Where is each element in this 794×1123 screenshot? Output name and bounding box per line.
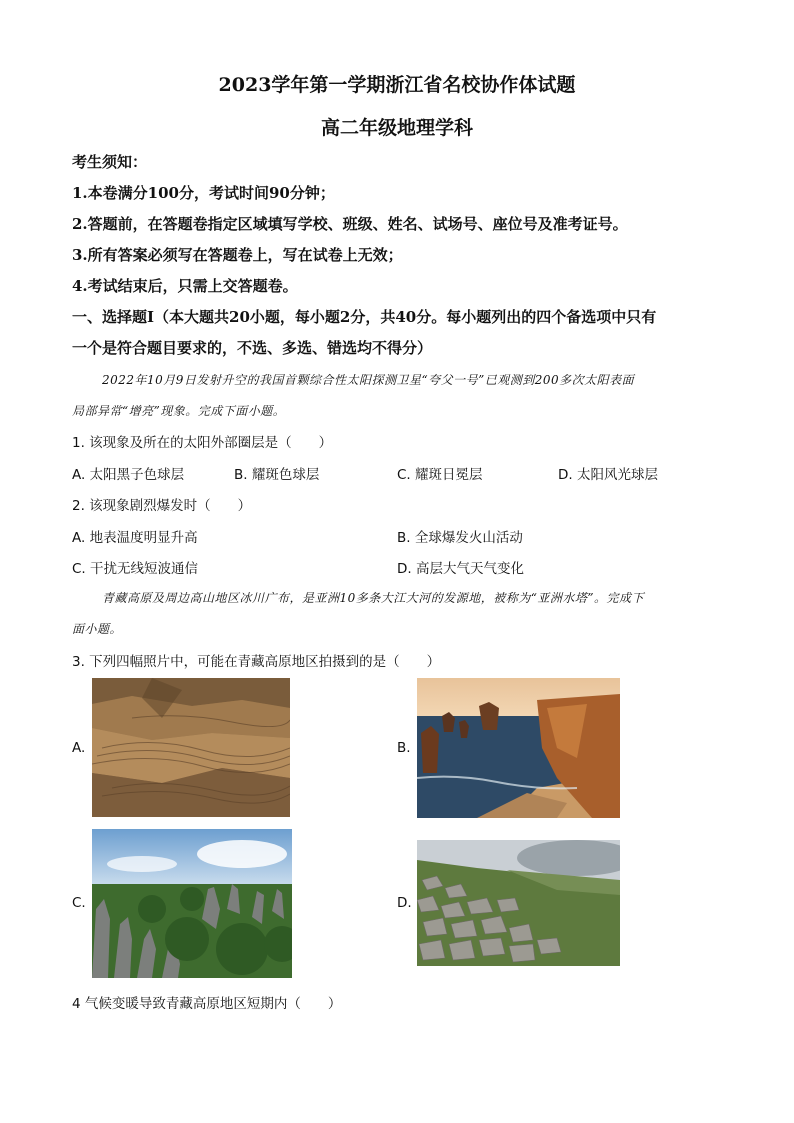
notice-heading: 考生须知：: [72, 153, 148, 171]
passage-text: 局部异常“增亮”现象。完成下面小题。: [72, 404, 286, 418]
question-stem: 2. 该现象剧烈爆发时（ ）: [72, 498, 252, 514]
option-b: B. 耀斑色球层: [234, 467, 320, 483]
option-b: B. 全球爆发火山活动: [397, 530, 523, 546]
option-d: D. 高层大气天气变化: [397, 561, 524, 577]
section-heading-cont: 一个是符合题目要求的，不选、多选、错选均不得分）: [72, 339, 433, 357]
option-a: A. 地表温度明显升高: [72, 530, 198, 546]
photo-label-b: B.: [397, 740, 411, 756]
photo-c-stone-forest[interactable]: [92, 829, 292, 978]
photo-d-alpine-rocks[interactable]: [417, 840, 620, 966]
exam-title: 2023学年第一学期浙江省名校协作体试题: [218, 74, 576, 96]
passage-text: 青藏高原及周边高山地区冰川广布，是亚洲10多条大江大河的发源地，被称为“亚洲水塔”。完成下: [102, 591, 645, 605]
passage-text: 2022年10月9日发射升空的我国首颗综合性太阳探测卫星“夸父一号”已观测到200多次太阳表面: [102, 373, 635, 387]
question-stem: 4 气候变暖导致青藏高原地区短期内（ ）: [72, 996, 342, 1012]
exam-subtitle: 高二年级地理学科: [320, 117, 473, 139]
option-c: C. 耀斑日冕层: [397, 467, 483, 483]
notice-item: 1.本卷满分100分，考试时间90分钟；: [72, 184, 335, 202]
passage-text: 面小题。: [72, 622, 123, 636]
notice-item: 4.考试结束后，只需上交答题卷。: [72, 277, 298, 295]
question-stem: 1. 该现象及所在的太阳外部圈层是（ ）: [72, 435, 333, 451]
section-heading: 一、选择题Ⅰ（本大题共20小题，每小题2分，共40分。每小题列出的四个备选项中只有: [72, 308, 657, 326]
photo-b-sea-stacks[interactable]: [417, 678, 620, 818]
question-stem: 3. 下列四幅照片中，可能在青藏高原地区拍摄到的是（ ）: [72, 654, 441, 670]
option-c: C. 干扰无线短波通信: [72, 561, 199, 577]
option-a: A. 太阳黑子色球层: [72, 467, 185, 483]
photo-label-d: D.: [397, 895, 412, 911]
photo-label-c: C.: [72, 895, 86, 911]
notice-item: 2.答题前，在答题卷指定区域填写学校、班级、姓名、试场号、座位号及准考证号。: [72, 215, 628, 233]
option-d: D. 太阳风光球层: [558, 467, 658, 483]
notice-item: 3.所有答案必须写在答题卷上，写在试卷上无效；: [72, 246, 403, 264]
photo-label-a: A.: [72, 740, 86, 756]
photo-a-loess-terraces[interactable]: [92, 678, 290, 817]
